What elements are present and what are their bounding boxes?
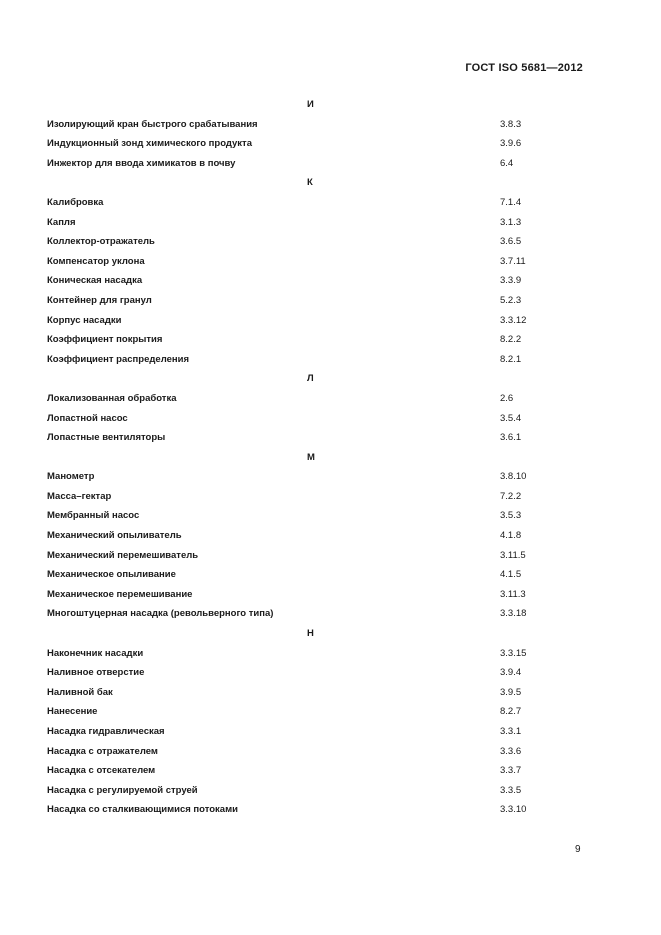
document-header: ГОСТ ISO 5681—2012 <box>465 62 583 74</box>
page-number: 9 <box>575 844 581 855</box>
index-entry <box>0 428 661 448</box>
index-entry <box>0 546 661 566</box>
entry-term: Калибровка <box>47 196 104 208</box>
entry-term: Механический опыливатель <box>47 530 182 542</box>
entry-ref: 3.5.4 <box>500 412 522 424</box>
entry-term: Насадка с регулируемой струей <box>47 784 198 796</box>
index-entry <box>0 604 661 624</box>
index-entry <box>0 585 661 605</box>
index-entry <box>0 702 661 722</box>
index-entry <box>0 683 661 703</box>
index-entry <box>0 487 661 507</box>
entry-ref: 3.6.1 <box>500 432 522 444</box>
index-entry <box>0 213 661 233</box>
section-letter: И <box>307 99 314 110</box>
index-entry <box>0 565 661 585</box>
entry-term: Насадка с отсекателем <box>47 765 156 777</box>
entry-term: Локализованная обработка <box>47 392 177 404</box>
entry-ref: 3.3.7 <box>500 765 522 777</box>
entry-term: Индукционный зонд химического продукта <box>47 138 252 150</box>
index-entry <box>0 526 661 546</box>
entry-ref: 3.3.15 <box>500 647 527 659</box>
index-entry <box>0 800 661 820</box>
entry-ref: 3.8.3 <box>500 118 522 130</box>
entry-term: Насадка со сталкивающимися потоками <box>47 804 238 816</box>
index-entry <box>0 134 661 154</box>
index-entry <box>0 467 661 487</box>
entry-term: Капля <box>47 216 76 228</box>
index-entry <box>0 506 661 526</box>
entry-ref: 3.3.10 <box>500 804 527 816</box>
entry-ref: 3.3.18 <box>500 608 527 620</box>
entry-ref: 3.3.5 <box>500 784 522 796</box>
entry-term: Насадка гидравлическая <box>47 726 165 737</box>
index-entry <box>0 252 661 272</box>
entry-ref: 3.9.4 <box>500 667 522 679</box>
entry-term: Механический перемешиватель <box>47 549 199 561</box>
entry-ref: 3.1.3 <box>500 216 522 228</box>
entry-ref: 6.4 <box>500 157 514 169</box>
entry-ref: 3.7.11 <box>500 255 526 267</box>
entry-ref: 8.2.7 <box>500 706 522 718</box>
index-entry <box>0 644 661 664</box>
index-entry <box>0 409 661 429</box>
index-entry <box>0 232 661 252</box>
entry-ref: 4.1.5 <box>500 569 522 581</box>
entry-term: Масса–гектар <box>47 490 112 502</box>
entry-ref: 3.11.5 <box>500 549 526 561</box>
entry-term: Изолирующий кран быстрого срабатывания <box>47 118 258 130</box>
index-entry <box>0 291 661 311</box>
index-entry <box>0 115 661 135</box>
entry-term: Наливное отверстие <box>47 667 145 679</box>
entry-term: Коэффициент распределения <box>47 353 190 365</box>
entry-ref: 3.3.6 <box>500 745 522 757</box>
section-letter: М <box>307 451 315 463</box>
entry-term: Лопастные вентиляторы <box>47 432 166 444</box>
entry-term: Наконечник насадки <box>47 647 144 659</box>
section-letter: Л <box>307 373 314 385</box>
index-entry <box>0 663 661 683</box>
entry-ref: 3.5.3 <box>500 510 522 522</box>
entry-term: Мембранный насос <box>47 510 140 522</box>
index-entry <box>0 311 661 331</box>
entry-ref: 3.3.12 <box>500 314 527 326</box>
entry-ref: 3.3.9 <box>500 275 522 287</box>
entry-ref: 4.1.8 <box>500 530 522 542</box>
entry-ref: 8.2.2 <box>500 334 522 346</box>
alphabetical-index <box>0 95 661 820</box>
entry-term: Коническая насадка <box>47 275 143 287</box>
entry-ref: 7.2.2 <box>500 490 522 502</box>
entry-term: Инжектор для ввода химикатов в почву <box>47 157 236 169</box>
index-entry <box>0 742 661 762</box>
entry-ref: 3.9.6 <box>500 138 522 150</box>
entry-ref: 5.2.3 <box>500 294 522 306</box>
entry-term: Коллектор-отражатель <box>47 236 155 248</box>
entry-ref: 3.9.5 <box>500 686 522 698</box>
section-letter: Н <box>307 628 314 640</box>
entry-ref: 3.6.5 <box>500 236 522 248</box>
entry-term: Механическое опыливание <box>47 569 176 581</box>
index-entry <box>0 271 661 291</box>
entry-term: Нанесение <box>47 706 98 718</box>
entry-term: Манометр <box>47 471 95 483</box>
index-entry <box>0 722 661 742</box>
entry-ref: 8.2.1 <box>500 353 522 365</box>
entry-ref: 3.8.10 <box>500 471 527 483</box>
entry-term: Контейнер для гранул <box>47 294 152 306</box>
section-letter: К <box>307 177 313 189</box>
entry-term: Многоштуцерная насадка (револьверного типа) <box>47 608 274 620</box>
entry-ref: 3.11.3 <box>500 588 526 600</box>
entry-term: Компенсатор уклона <box>47 255 145 267</box>
index-entry <box>0 154 661 174</box>
index-entry <box>0 761 661 781</box>
entry-term: Коэффициент покрытия <box>47 334 163 346</box>
index-entry <box>0 193 661 213</box>
entry-term: Наливной бак <box>47 686 113 698</box>
index-entry <box>0 330 661 350</box>
index-entry <box>0 389 661 409</box>
index-entry <box>0 350 661 370</box>
entry-term: Насадка с отражателем <box>47 745 158 757</box>
entry-ref: 7.1.4 <box>500 196 522 208</box>
entry-term: Лопастной насос <box>47 412 128 424</box>
entry-term: Корпус насадки <box>47 314 122 326</box>
entry-ref: 3.3.1 <box>500 726 522 737</box>
index-entry <box>0 781 661 801</box>
entry-term: Механическое перемешивание <box>47 588 193 600</box>
entry-ref: 2.6 <box>500 392 514 404</box>
